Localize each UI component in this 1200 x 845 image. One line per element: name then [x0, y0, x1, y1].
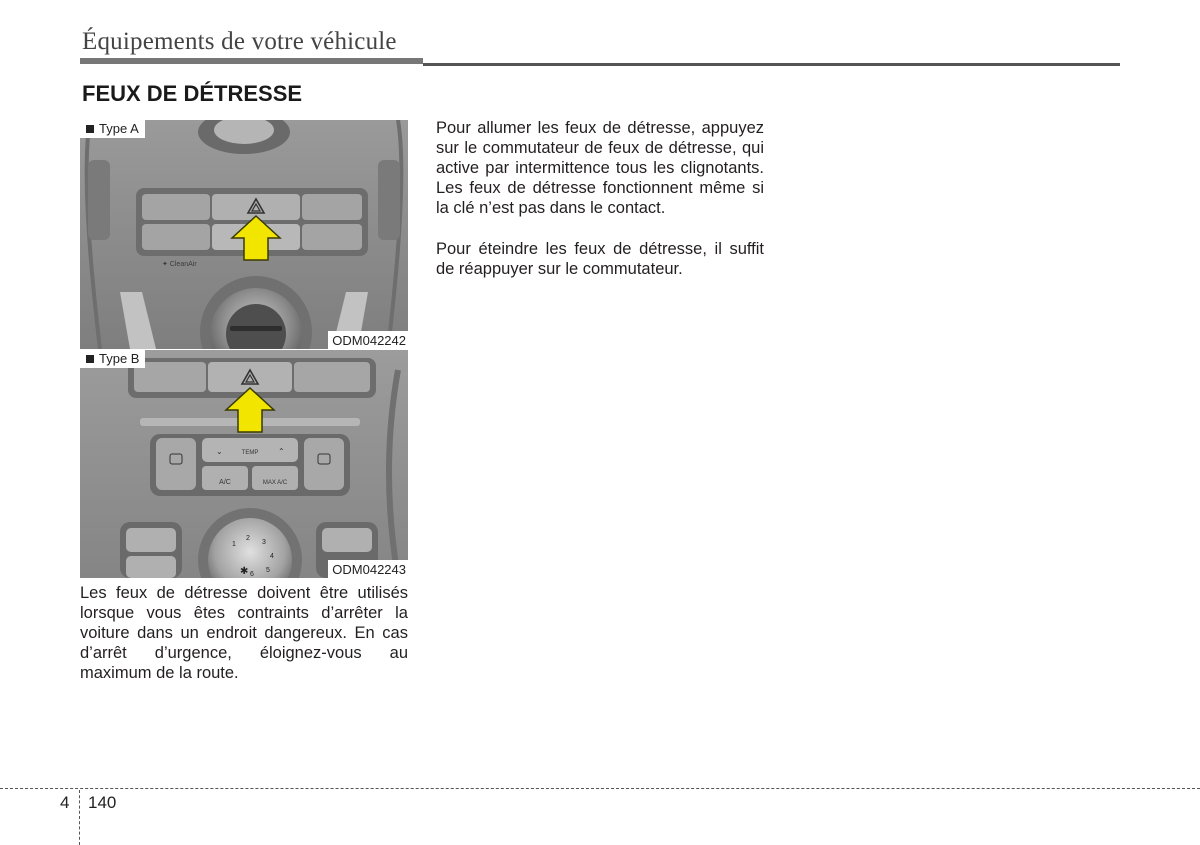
square-bullet-icon	[86, 125, 94, 133]
header-rule-thin	[423, 63, 1120, 66]
max-ac-text: MAX A/C	[262, 480, 288, 486]
dial-1: 1	[232, 541, 236, 548]
dial-4: 4	[270, 553, 274, 560]
section-title: FEUX DE DÉTRESSE	[82, 81, 303, 106]
footer-dashed-rule	[0, 788, 1200, 789]
right-paragraph-2: Pour éteindre les feux de détresse, il suffit de réappuyer sur le commutateur.	[436, 240, 764, 278]
footer-vertical-dashed-rule	[79, 790, 80, 845]
left-paragraph: Les feux de détresse doivent être utilisés lorsque vous êtes contraints d’arrêter la voiture dans un endroit dangereux. En cas d’arrêt d’urgence, éloignez-vous au maximum de la route.	[80, 584, 408, 682]
temp-text: TEMP	[241, 450, 259, 456]
figure-a-label-text: Type A	[99, 121, 139, 136]
dial-6: 6	[250, 571, 254, 578]
svg-text:⌃: ⌃	[278, 447, 285, 456]
figure-b-label-text: Type B	[99, 351, 140, 366]
dial-2: 2	[246, 535, 250, 542]
figure-type-a	[80, 120, 408, 349]
svg-text:⌄: ⌄	[216, 447, 223, 456]
figure-type-b	[80, 350, 408, 578]
figure-a-label	[80, 120, 145, 138]
figure-b-illustration	[80, 350, 408, 578]
right-paragraph-1: Pour allumer les feux de détresse, appuyez sur le commutateur de feux de détresse, qui active par intermittence tous les clignotants. Les feux de détresse fonctionnent même si la clé n’est pas dans le contact.	[436, 119, 764, 217]
page-number: 140	[88, 793, 117, 812]
svg-text:✦ CleanAir: ✦ CleanAir	[162, 261, 197, 268]
svg-text:✱: ✱	[240, 566, 249, 577]
dial-5: 5	[266, 567, 270, 574]
figure-a-illustration	[80, 120, 408, 349]
figure-b-label	[80, 350, 145, 368]
dial-3: 3	[262, 539, 266, 546]
ac-text: A/C	[219, 479, 231, 486]
header-rule-thick	[80, 58, 423, 64]
chapter-number: 4	[60, 793, 70, 812]
square-bullet-icon	[86, 355, 94, 363]
figure-b-code: ODM042243	[328, 560, 408, 578]
chapter-title: Équipements de votre véhicule	[82, 28, 397, 55]
figure-a-code: ODM042242	[328, 331, 408, 349]
